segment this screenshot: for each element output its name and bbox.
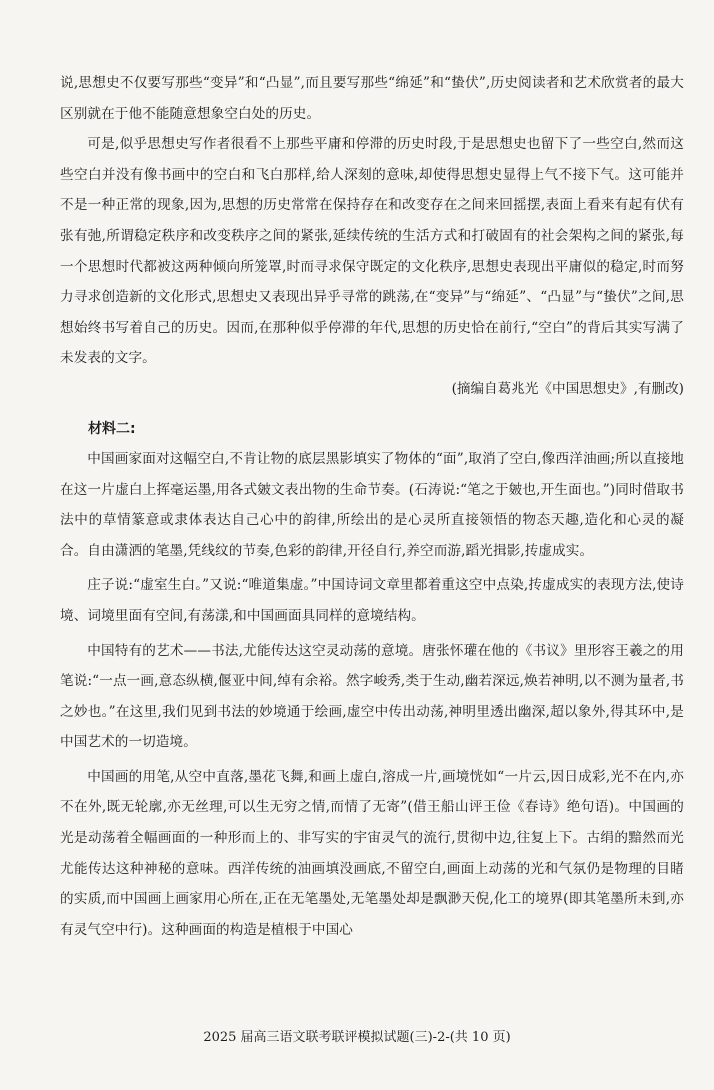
page-footer: 2025 届高三语文联考联评模拟试题(三)-2-(共 10 页) [203, 1030, 511, 1045]
material-two-heading: 材料二: [88, 420, 136, 437]
source-citation: (摘编自葛兆光《中国思想史》,有删改) [451, 380, 684, 397]
paragraph-chinese-painting-blank: 中国画家面对这幅空白,不肯让物的底层黑影填实了物体的“面”,取消了空白,像西洋油画;所以直接地在这一片虚白上挥毫运墨,用各式皴文表出物的生命节奏。(石涛说:“笔之于皴也,开生面也。”)同时借取书法中的草情篆意或隶体表达自己心中的韵律,所绘出的是心灵所直接领悟的物态天趣,造化和心灵的凝合。自由潇洒的笔墨,凭线纹的节奏,色彩的韵律,开径自行,养空而游,蹈光揖影,抟虚成实。 [60, 450, 684, 559]
paragraph-brushwork: 中国画的用笔,从空中直落,墨花飞舞,和画上虚白,溶成一片,画境恍如“一片云,因日成彩,光不在内,亦不在外,既无轮廓,亦无丝理,可以生无穷之情,而情了无寄”(借王船山评王俭《春诗》绝句语)。中国画的光是动荡着全幅画面的一种形而上的、非写实的宇宙灵气的流行,贯彻中边,往复上下。古绢的黯然而光尤能传达这种神秘的意味。西洋传统的油画填没画底,不留空白,画面上动荡的光和气氛仍是物理的目睹的实质,而中国画上画家用心所在,正在无笔墨处,无笔墨处却是飘渺天倪,化工的境界(即其笔墨所未到,亦有灵气空中行)。这种画面的构造是植根于中国心 [60, 768, 684, 938]
paragraph-continuation: 说,思想史不仅要写那些“变异”和“凸显”,而且要写那些“绵延”和“蛰伏”,历史阅读者和艺术欣赏者的最大区别就在于他不能随意想象空白处的历史。 [60, 75, 684, 122]
paragraph-calligraphy: 中国特有的艺术——书法,尤能传达这空灵动荡的意境。唐张怀瓘在他的《书议》里形容王羲之的用笔说:“一点一画,意态纵横,偃亚中间,绰有余裕。然字峻秀,类于生动,幽若深远,焕若神明,以不测为量者,书之妙也。”在这里,我们见到书法的妙境通于绘画,虚空中传出动荡,神明里透出幽深,超以象外,得其环中,是中国艺术的一切造境。 [60, 642, 684, 751]
paragraph-zhuangzi: 庄子说:“虚室生白。”又说:“唯道集虚。”中国诗词文章里都着重这空中点染,抟虚成实的表现方法,使诗境、词境里面有空间,有荡漾,和中国画面具同样的意境结构。 [60, 577, 684, 624]
paragraph-thought-history: 可是,似乎思想史写作者很看不上那些平庸和停滞的历史时段,于是思想史也留下了一些空白,然而这些空白并没有像书画中的空白和飞白那样,给人深刻的意味,却使得思想史显得上气不接下气。这可能并不是一种正常的现象,因为,思想的历史常常在保持存在和改变存在之间来回摇摆,表面上看来有起有伏有张有弛,所谓稳定秩序和改变秩序之间的紧张,延续传统的生活方式和打破固有的社会架构之间的紧张,每一个思想时代都被这两种倾向所笼罩,时而寻求保守既定的文化秩序,思想史表现出平庸似的稳定,时而努力寻求创造新的文化形式,思想史又表现出异乎寻常的跳荡,在“变异”与“绵延”、“凸显”与“蛰伏”之间,思想始终书写着自己的历史。因而,在那种似乎停滞的年代,思想的历史恰在前行,“空白”的背后其实写满了未发表的文字。 [60, 136, 684, 367]
